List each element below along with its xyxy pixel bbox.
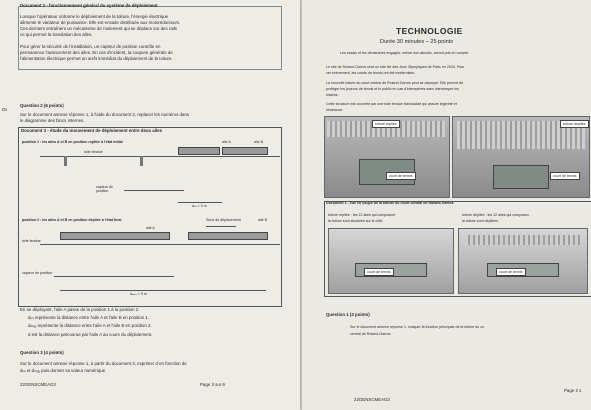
document-2-line: permanence l'avancement des ailes. En cas d'incident, la coupure générale de xyxy=(20,50,173,55)
question-3-line: Sur le document annexe réponse 1, à partir du document 3, exprimer d en fonction de xyxy=(20,361,187,366)
wing-a-folded xyxy=(178,147,220,155)
document-2-line: Ces derniers entraînent un mécanisme de roulement qui se déplace sur des rails xyxy=(20,26,177,31)
document-2-line: Lorsque l'opérateur ordonne le déploiement de la toiture, l'énergie électrique xyxy=(20,14,169,19)
question-1-line: central de Roland-Garros. xyxy=(350,332,392,336)
folded-roof-label: toiture repliée xyxy=(372,120,400,128)
folded-description: la toiture sont stockées sur le côté. xyxy=(328,219,384,223)
question-1-title: Question 1 (3 points) xyxy=(326,312,370,317)
sensor-line xyxy=(124,190,184,191)
document-3-title: Document 3 - étude du mouvement de déploiement entre deux ailes xyxy=(21,128,163,133)
max-distance-arrow xyxy=(60,290,266,291)
question-3-title: Question 3 (4 points) xyxy=(20,350,64,355)
motion-label: Sens du déplacement xyxy=(206,218,241,222)
intro-line: Les essais et les démarches engagés, même non aboutis, seront pris en compte. xyxy=(340,51,470,55)
wing-a-label: aile A xyxy=(146,226,155,230)
document-2-line: l'alimentation électrique permet un arrêt immédiat du déploiement de la toiture. xyxy=(20,56,173,61)
stadium-photo-deployed xyxy=(452,116,590,198)
footer-page: Page 3 sur 6 xyxy=(200,382,225,387)
body-line: La nouvelle toiture du court central de Roland-Garros peut se déployer. Elle permet de xyxy=(326,81,464,85)
footer-code: 22GENSCMEAG3 xyxy=(354,397,390,402)
question-2-line: le diagramme des blocs internes. xyxy=(20,118,85,123)
court-label: court de tennis xyxy=(386,172,416,180)
wing-b-deployed xyxy=(188,232,268,240)
stadium-photo-folded xyxy=(324,116,450,198)
rail-track xyxy=(40,244,280,245)
court-label: court de tennis xyxy=(364,268,394,276)
wing-b-label: aile B xyxy=(254,140,263,144)
section-view-folded xyxy=(328,228,454,294)
body-line: matchs. xyxy=(326,93,339,97)
document-2-title: Document 2 - fonctionnement général du système de déploiement xyxy=(20,3,158,8)
body-line: Cette structure est couverte par une toile tendue translucide qui assure légèreté et xyxy=(326,102,457,106)
position-2-label: position 2 : les ailes A et B en position dépliée à l'état final xyxy=(22,218,122,222)
initial-distance-label: dᵢₙᵢ = 3 m xyxy=(192,204,207,208)
document-2-line: Pour gérer la sécurité de l'installation, un capteur de position contrôle en xyxy=(20,44,161,49)
folded-description: toiture repliée : les 12 ailes qui composent xyxy=(328,213,396,217)
duration-line: Durée 30 minutes – 25 points xyxy=(380,39,454,45)
document-1-caption: Document 1 - vue en coupe de la toiture du court central de Roland-Garros xyxy=(326,201,454,205)
max-distance-label: dₘₐₓ = 9 m xyxy=(130,292,147,296)
initial-distance-arrow xyxy=(178,202,222,203)
body-line: Le site de Roland-Garros sera un site clé des Jeux Olympiques de Paris en 2024. Pour xyxy=(326,65,465,69)
right-page xyxy=(302,0,591,410)
footer-code: 22GENSCMEAG3 xyxy=(20,382,56,387)
wing-a-label: aile A xyxy=(222,140,231,144)
sensor-label: capteur de position xyxy=(22,271,53,275)
margin-mark: Dv xyxy=(2,107,8,112)
explanation-line: dᵢₙᵢ représente la distance entre l'aile A et l'aile B en position 1. xyxy=(28,315,149,320)
rail-track xyxy=(40,156,280,157)
motion-arrow xyxy=(206,226,236,227)
body-line: cet événement, les courts de tennis ont été modernisés. xyxy=(326,71,416,75)
footer-page: Page 2 s xyxy=(564,388,582,393)
explanation-line: dₘₐₓ représente la distance entre l'aile A et l'aile B en position 2. xyxy=(28,323,152,328)
wing-a-deployed xyxy=(60,232,170,240)
fabric-label: toile tendue xyxy=(84,150,103,154)
document-2-line: ce qui permet la translation des ailes. xyxy=(20,32,93,37)
wing-b-folded xyxy=(222,147,268,155)
document-2-line: alimente le variateur de puissance. Elle est ensuite distribuée aux motoréducteurs. xyxy=(20,20,181,25)
deployed-description: la toiture sont dépliées. xyxy=(462,219,499,223)
section-heading: TECHNOLOGIE xyxy=(396,26,463,36)
support-post xyxy=(64,156,67,166)
sensor-label: capteur de position xyxy=(96,185,113,193)
support-post xyxy=(140,156,143,166)
deployed-description: toiture dépliée : les 12 ailes qui composen xyxy=(462,213,529,217)
question-2-title: Question 2 (6 points) xyxy=(20,103,64,108)
position-1-label: position 1 : les ailes A et B en position repliée à l'état initial xyxy=(22,140,123,144)
explanation-line: En se déployant, l'aile A passe de la position 1 à la position 2. xyxy=(20,307,140,312)
sensor-line xyxy=(54,276,174,277)
court-label: court de tennis xyxy=(496,268,526,276)
body-line: résistance. xyxy=(326,108,344,112)
court-label: court de tennis xyxy=(550,172,580,180)
wing-b-label: aile B xyxy=(258,218,267,222)
body-line: protéger les joueurs de tennis et le public en cas d'intempéries sans interrompre les xyxy=(326,87,459,91)
question-2-line: Sur le document annexe réponse 1, à l'aide du document 2, replacer les numéros dans xyxy=(20,112,190,117)
section-view-deployed xyxy=(458,228,588,294)
explanation-line: d est la distance parcourue par l'aile A au cours du déploiement. xyxy=(28,332,153,337)
fabric-label: toile tendue xyxy=(22,239,41,243)
deployed-roof-label: toiture dépliée xyxy=(560,120,589,128)
question-1-line: Sur le document annexe réponse 1, indiquer la fonction principale de la toiture du co xyxy=(350,325,485,329)
question-3-line: dᵢₙᵢ et dₘₐₓ puis donner sa valeur numérique. xyxy=(20,368,107,373)
